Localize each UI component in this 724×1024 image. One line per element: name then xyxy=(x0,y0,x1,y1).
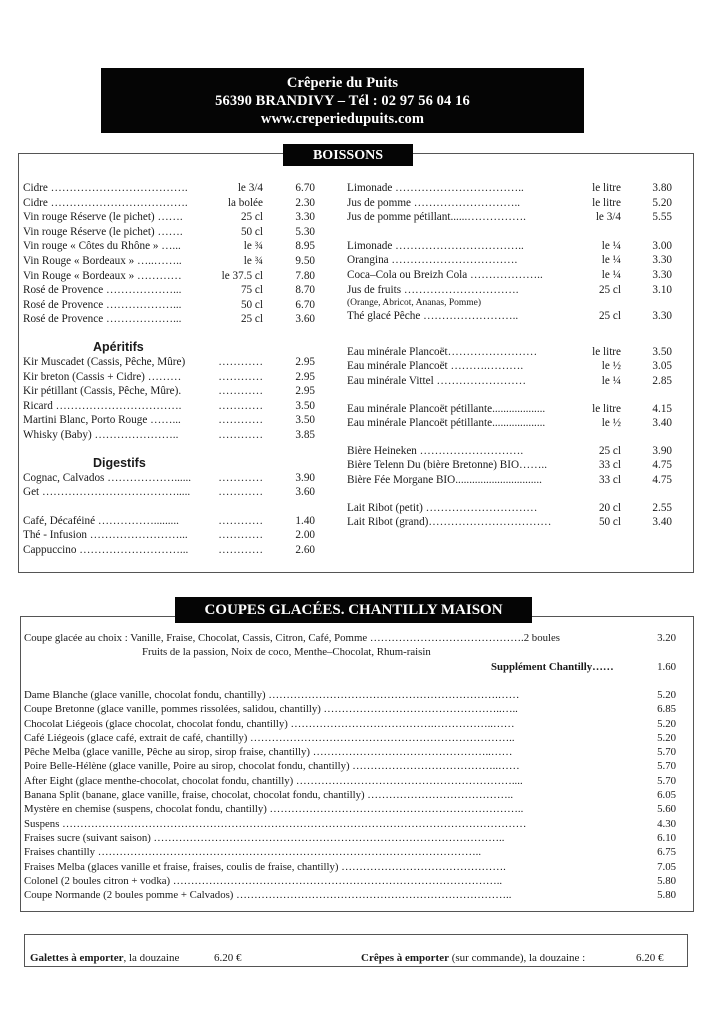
item-unit: le litre xyxy=(592,182,621,194)
menu-item xyxy=(24,774,676,788)
item-unit: 33 cl xyxy=(598,459,621,472)
item-unit: 50 cl xyxy=(240,225,263,238)
menu-item xyxy=(24,788,676,802)
menu-item xyxy=(347,196,672,211)
menu-item xyxy=(24,759,676,773)
item-unit: ………… xyxy=(218,385,263,398)
item-unit: ………… xyxy=(218,370,263,383)
restaurant-website: www.creperiedupuits.com xyxy=(260,111,425,127)
menu-item xyxy=(347,473,672,488)
item-name: Coupe Bretonne (glace vanille, pommes rissolées, salidou, chantilly) …………………………………………..….. xyxy=(24,703,518,716)
item-price: 3.60 xyxy=(295,486,315,499)
item-unit: 25 cl xyxy=(598,283,621,296)
menu-item xyxy=(23,225,315,240)
item-price: 3.40 xyxy=(652,516,672,529)
item-price: 5.20 xyxy=(657,717,676,730)
subsection-heading: Digestifs xyxy=(93,455,146,470)
item-unit: le litre xyxy=(592,345,621,358)
item-name: Fraises chantilly …………………………………………………………………………………………….. xyxy=(24,846,482,859)
restaurant-header xyxy=(101,68,584,133)
item-name: Chocolat Liégeois (glace chocolat, chocolat fondu, chantilly) ………………………………….……………..…… xyxy=(24,717,515,730)
item-price: 2.00 xyxy=(295,529,315,542)
item-name: Vin rouge Réserve (le pichet) ……. xyxy=(23,211,183,224)
menu-item xyxy=(347,345,672,360)
item-price: 6.70 xyxy=(295,298,315,311)
menu-item xyxy=(347,402,672,417)
item-unit: le 37.5 cl xyxy=(221,269,263,282)
menu-item xyxy=(24,874,676,888)
item-name: Vin rouge « Côtes du Rhône » …... xyxy=(23,240,181,253)
item-price: 5.20 xyxy=(657,689,676,701)
item-unit: 25 cl xyxy=(240,211,263,224)
item-price: 3.30 xyxy=(652,254,672,267)
item-unit: le litre xyxy=(592,402,621,415)
item-unit: 25 cl xyxy=(598,310,621,323)
item-price: 2.95 xyxy=(295,370,315,383)
item-name: Poire Belle-Hélène (glace vanille, Poire au sirop, chocolat fondu, chantilly) …………………………………..…… xyxy=(24,760,520,773)
item-unit: le ½ xyxy=(601,417,621,430)
menu-item xyxy=(24,702,676,716)
item-name: Orangina ……………………………. xyxy=(347,254,518,267)
item-name: Café Liégeois (glace café, extrait de café, chantilly) ……………………………………………………………….. xyxy=(24,731,515,744)
item-price: 6.05 xyxy=(657,789,676,802)
fruits-note: (Orange, Abricot, Ananas, Pomme) xyxy=(347,298,482,309)
menu-item xyxy=(23,485,315,500)
item-unit: la bolée xyxy=(227,196,263,209)
item-unit: 20 cl xyxy=(598,501,621,514)
item-name: Bière Telenn Du (bière Bretonne) BIO…….. xyxy=(347,459,548,472)
item-unit: ………… xyxy=(218,471,263,484)
coupes-list xyxy=(24,688,676,902)
item-name: Cidre ………………………………. xyxy=(23,196,188,209)
menu-item xyxy=(23,413,315,428)
item-unit: 25 cl xyxy=(598,444,621,457)
item-name: Jus de pomme pétillant......……………. xyxy=(347,211,526,224)
item-name: Mystère en chemise (suspens, chocolat fondu, chantilly) …………………………………………………………….. xyxy=(24,803,524,816)
item-unit: ………… xyxy=(218,529,263,542)
item-price: 5.80 xyxy=(657,889,676,902)
item-name: Lait Ribot (petit) ………………………… xyxy=(347,501,538,514)
menu-item xyxy=(24,745,676,759)
item-price: 8.95 xyxy=(295,240,315,253)
item-name: Pêche Melba (glace vanille, Pêche au sirop, sirop fraise, chantilly) …………………………………………..…… xyxy=(24,746,513,759)
item-name: Limonade …………………………….. xyxy=(347,182,524,194)
crepes-qty: (sur commande), la douzaine : xyxy=(448,952,586,964)
menu-item xyxy=(24,817,676,831)
item-price: 8.70 xyxy=(295,284,315,297)
item-name: Eau minérale Plancoët…………………… xyxy=(347,345,538,358)
menu-item xyxy=(347,416,672,431)
boissons-right-column xyxy=(347,181,672,530)
spacer xyxy=(347,488,672,501)
item-price: 4.15 xyxy=(652,402,672,415)
item-name: Ricard ……………………………. xyxy=(23,399,182,412)
crepes-takeaway xyxy=(361,952,585,964)
item-name: Coca–Cola ou Breizh Cola ……………….. xyxy=(347,268,543,281)
menu-item xyxy=(23,471,315,486)
menu-item xyxy=(23,298,315,313)
item-price: 2.30 xyxy=(295,196,315,209)
spacer xyxy=(23,500,315,514)
item-name: Bière Heineken ………………………. xyxy=(347,444,524,457)
item-unit: 25 cl xyxy=(240,313,263,326)
item-unit: le ¼ xyxy=(601,239,621,252)
item-price: 3.90 xyxy=(295,471,315,484)
item-name: Kir Muscadet (Cassis, Pêche, Mûre) xyxy=(23,355,186,368)
item-price: 5.70 xyxy=(657,746,676,759)
menu-item xyxy=(23,269,315,284)
spacer xyxy=(347,225,672,239)
item-unit: le ¼ xyxy=(601,374,621,387)
item-unit: le 3/4 xyxy=(595,211,621,224)
item-name: Vin Rouge « Bordeaux » …..…….. xyxy=(23,254,182,267)
menu-item xyxy=(24,688,676,702)
item-price: 2.95 xyxy=(295,355,315,368)
item-price: 6.75 xyxy=(657,846,676,859)
item-price: 4.30 xyxy=(657,817,676,830)
item-price: 3.30 xyxy=(295,211,315,224)
restaurant-address: 56390 BRANDIVY – Tél : 02 97 56 04 16 xyxy=(215,93,470,109)
menu-item xyxy=(23,312,315,327)
spacer xyxy=(23,327,315,337)
item-name: Get ………………………………..... xyxy=(23,486,191,499)
item-price: 3.50 xyxy=(295,414,315,427)
menu-item xyxy=(23,543,315,558)
item-name: Eau minérale Plancoët pétillante................... xyxy=(347,402,546,415)
item-name: Eau minérale Plancoët ……….………. xyxy=(347,360,524,373)
item-price: 3.50 xyxy=(652,345,672,358)
menu-item xyxy=(24,802,676,816)
item-name: Vin rouge Réserve (le pichet) ……. xyxy=(23,225,183,238)
menu-item xyxy=(347,309,672,324)
item-unit: ………… xyxy=(218,355,263,368)
item-name: Dame Blanche (glace vanille, chocolat fondu, chantilly) ……………………………………………………….…… xyxy=(24,689,520,701)
item-unit: le ¾ xyxy=(243,240,263,253)
item-name: Bière Fée Morgane BIO............................... xyxy=(347,473,542,486)
spacer xyxy=(347,431,672,444)
menu-item xyxy=(23,210,315,225)
item-name: Cognac, Calvados ………………...... xyxy=(23,471,192,484)
coupes-title: COUPES GLACÉES. CHANTILLY MAISON xyxy=(175,597,532,623)
item-unit: le ¼ xyxy=(601,268,621,281)
boissons-left-column xyxy=(23,181,315,557)
menu-item xyxy=(347,359,672,374)
item-unit: ………… xyxy=(218,543,263,556)
item-name: Café, Décaféiné ……………......... xyxy=(23,514,179,527)
item-unit: 50 cl xyxy=(240,298,263,311)
item-price: 5.70 xyxy=(657,760,676,773)
item-price: 3.80 xyxy=(652,182,672,194)
item-price: 3.05 xyxy=(652,360,672,373)
menu-item xyxy=(347,515,672,530)
menu-item xyxy=(23,196,315,211)
menu-item xyxy=(23,399,315,414)
item-name: Kir pétillant (Cassis, Pêche, Mûre). xyxy=(23,385,182,398)
crepes-label: Crêpes à emporter xyxy=(361,952,449,964)
item-name: Eau minérale Vittel …………………… xyxy=(347,374,527,387)
item-name: Fraises Melba (glaces vanille et fraise, fraises, coulis de fraise, chantilly) ………………………………………. xyxy=(24,860,506,873)
menu-item xyxy=(347,283,672,298)
item-name: Jus de pomme ……………………….. xyxy=(347,196,521,209)
menu-item xyxy=(23,528,315,543)
item-unit: le ¾ xyxy=(243,254,263,267)
menu-item xyxy=(24,888,676,902)
choix-flavours: Fruits de la passion, Noix de coco, Menthe–Chocolat, Rhum-raisin xyxy=(142,646,431,659)
item-unit: ………… xyxy=(218,414,263,427)
item-unit: 33 cl xyxy=(598,473,621,486)
menu-item xyxy=(24,860,676,874)
item-unit: ………… xyxy=(218,486,263,499)
item-price: 3.50 xyxy=(295,399,315,412)
item-name: Suspens ………………………………………………………………………………………………………………… xyxy=(24,817,527,830)
item-name: Limonade …………………………….. xyxy=(347,239,524,252)
item-price: 5.20 xyxy=(657,731,676,744)
item-unit: ………… xyxy=(218,399,263,412)
item-unit: ………… xyxy=(218,514,263,527)
crepes-price: 6.20 € xyxy=(636,952,664,964)
item-price: 7.05 xyxy=(657,860,676,873)
menu-item xyxy=(347,210,672,225)
choix-label: Coupe glacée au choix : Vanille, Fraise, Chocolat, Cassis, Citron, Café, Pomme …………………………………….2 boules xyxy=(24,632,560,644)
item-price: 5.20 xyxy=(652,196,672,209)
galettes-label: Galettes à emporter xyxy=(30,952,124,964)
item-name: Cidre ………………………………. xyxy=(23,182,188,194)
item-price: 3.60 xyxy=(295,313,315,326)
item-price: 5.70 xyxy=(657,774,676,787)
item-price: 4.75 xyxy=(652,473,672,486)
menu-item xyxy=(23,239,315,254)
item-name: Eau minérale Plancoët pétillante................... xyxy=(347,417,546,430)
restaurant-name: Crêperie du Puits xyxy=(286,75,399,91)
item-unit: le 3/4 xyxy=(237,182,263,194)
item-price: 4.75 xyxy=(652,459,672,472)
menu-item xyxy=(347,444,672,459)
item-name: Rosé de Provence ………………... xyxy=(23,313,182,326)
choix-price: 3.20 xyxy=(657,632,676,644)
menu-item xyxy=(23,514,315,529)
boissons-title: BOISSONS xyxy=(283,144,413,166)
item-unit: le ¼ xyxy=(601,254,621,267)
subsection-heading: Apéritifs xyxy=(93,339,144,354)
menu-item xyxy=(23,254,315,269)
menu-item xyxy=(24,717,676,731)
menu-item xyxy=(347,253,672,268)
menu-item xyxy=(24,831,676,845)
galettes-takeaway xyxy=(30,952,179,964)
item-price: 5.55 xyxy=(652,211,672,224)
item-price: 2.85 xyxy=(652,374,672,387)
coupe-au-choix xyxy=(24,631,676,674)
spacer xyxy=(347,324,672,345)
menu-item xyxy=(347,181,672,196)
menu-item xyxy=(347,501,672,516)
item-name: Rosé de Provence ………………... xyxy=(23,284,182,297)
supplement-price: 1.60 xyxy=(657,660,676,673)
item-price: 5.60 xyxy=(657,803,676,816)
item-unit: le litre xyxy=(592,196,621,209)
item-name: Fraises sucre (suivant saison) …………………………………………………………………………………….. xyxy=(24,831,505,844)
item-name: Martini Blanc, Porto Rouge ……... xyxy=(23,414,181,427)
item-price: 5.80 xyxy=(657,874,676,887)
item-name: Thé glacé Pêche …………………….. xyxy=(347,310,519,323)
item-price: 3.85 xyxy=(295,428,315,441)
item-price: 3.90 xyxy=(652,444,672,457)
item-price: 2.95 xyxy=(295,385,315,398)
item-name: Thé - Infusion ……………………... xyxy=(23,529,188,542)
menu-item xyxy=(347,239,672,254)
item-unit: 50 cl xyxy=(598,516,621,529)
item-name: Vin Rouge « Bordeaux » ………… xyxy=(23,269,182,282)
item-price: 9.50 xyxy=(295,254,315,267)
spacer xyxy=(23,443,315,453)
item-price: 7.80 xyxy=(295,269,315,282)
item-price: 3.00 xyxy=(652,239,672,252)
item-price: 2.60 xyxy=(295,543,315,556)
item-price: 3.40 xyxy=(652,417,672,430)
item-name: Banana Split (banane, glace vanille, fraise, chocolat, chocolat fondu, chantilly) ………………………………….. xyxy=(24,789,514,802)
item-price: 3.30 xyxy=(652,310,672,323)
item-name: Jus de fruits …………………………. xyxy=(347,283,519,296)
menu-item xyxy=(24,731,676,745)
menu-item xyxy=(23,181,315,196)
galettes-price: 6.20 € xyxy=(214,952,242,964)
item-name: After Eight (glace menthe-chocolat, chocolat fondu, chantilly) …………………………………………………….... xyxy=(24,774,523,787)
menu-item xyxy=(23,355,315,370)
supplement-label: Supplément Chantilly…… xyxy=(491,660,614,673)
item-unit: le ½ xyxy=(601,360,621,373)
menu-item xyxy=(23,384,315,399)
item-price: 3.10 xyxy=(652,283,672,296)
item-name: Rosé de Provence ………………... xyxy=(23,298,182,311)
item-price: 2.55 xyxy=(652,501,672,514)
menu-item xyxy=(347,268,672,283)
item-unit: 75 cl xyxy=(240,284,263,297)
item-price: 6.10 xyxy=(657,831,676,844)
item-name: Cappuccino ………………………... xyxy=(23,543,189,556)
item-price: 1.40 xyxy=(295,514,315,527)
menu-item xyxy=(347,374,672,389)
menu-item xyxy=(23,283,315,298)
spacer xyxy=(347,389,672,402)
item-name: Coupe Normande (2 boules pomme + Calvados) ………………………………………………………………….. xyxy=(24,889,512,902)
menu-item xyxy=(24,845,676,859)
item-price: 6.85 xyxy=(657,703,676,716)
menu-item xyxy=(23,370,315,385)
item-name: Whisky (Baby) ………………….. xyxy=(23,428,179,441)
item-price: 6.70 xyxy=(295,182,315,194)
item-name: Colonel (2 boules citron + vodka) ……………………………………………………………………………….. xyxy=(24,874,503,887)
galettes-qty: , la douzaine xyxy=(123,952,180,964)
menu-item xyxy=(23,428,315,443)
item-name: Kir breton (Cassis + Cidre) ……… xyxy=(23,370,182,383)
item-unit: ………… xyxy=(218,428,263,441)
menu-item xyxy=(347,458,672,473)
item-name: Lait Ribot (grand)…………………………… xyxy=(347,516,552,529)
item-price: 3.30 xyxy=(652,268,672,281)
item-price: 5.30 xyxy=(295,225,315,238)
